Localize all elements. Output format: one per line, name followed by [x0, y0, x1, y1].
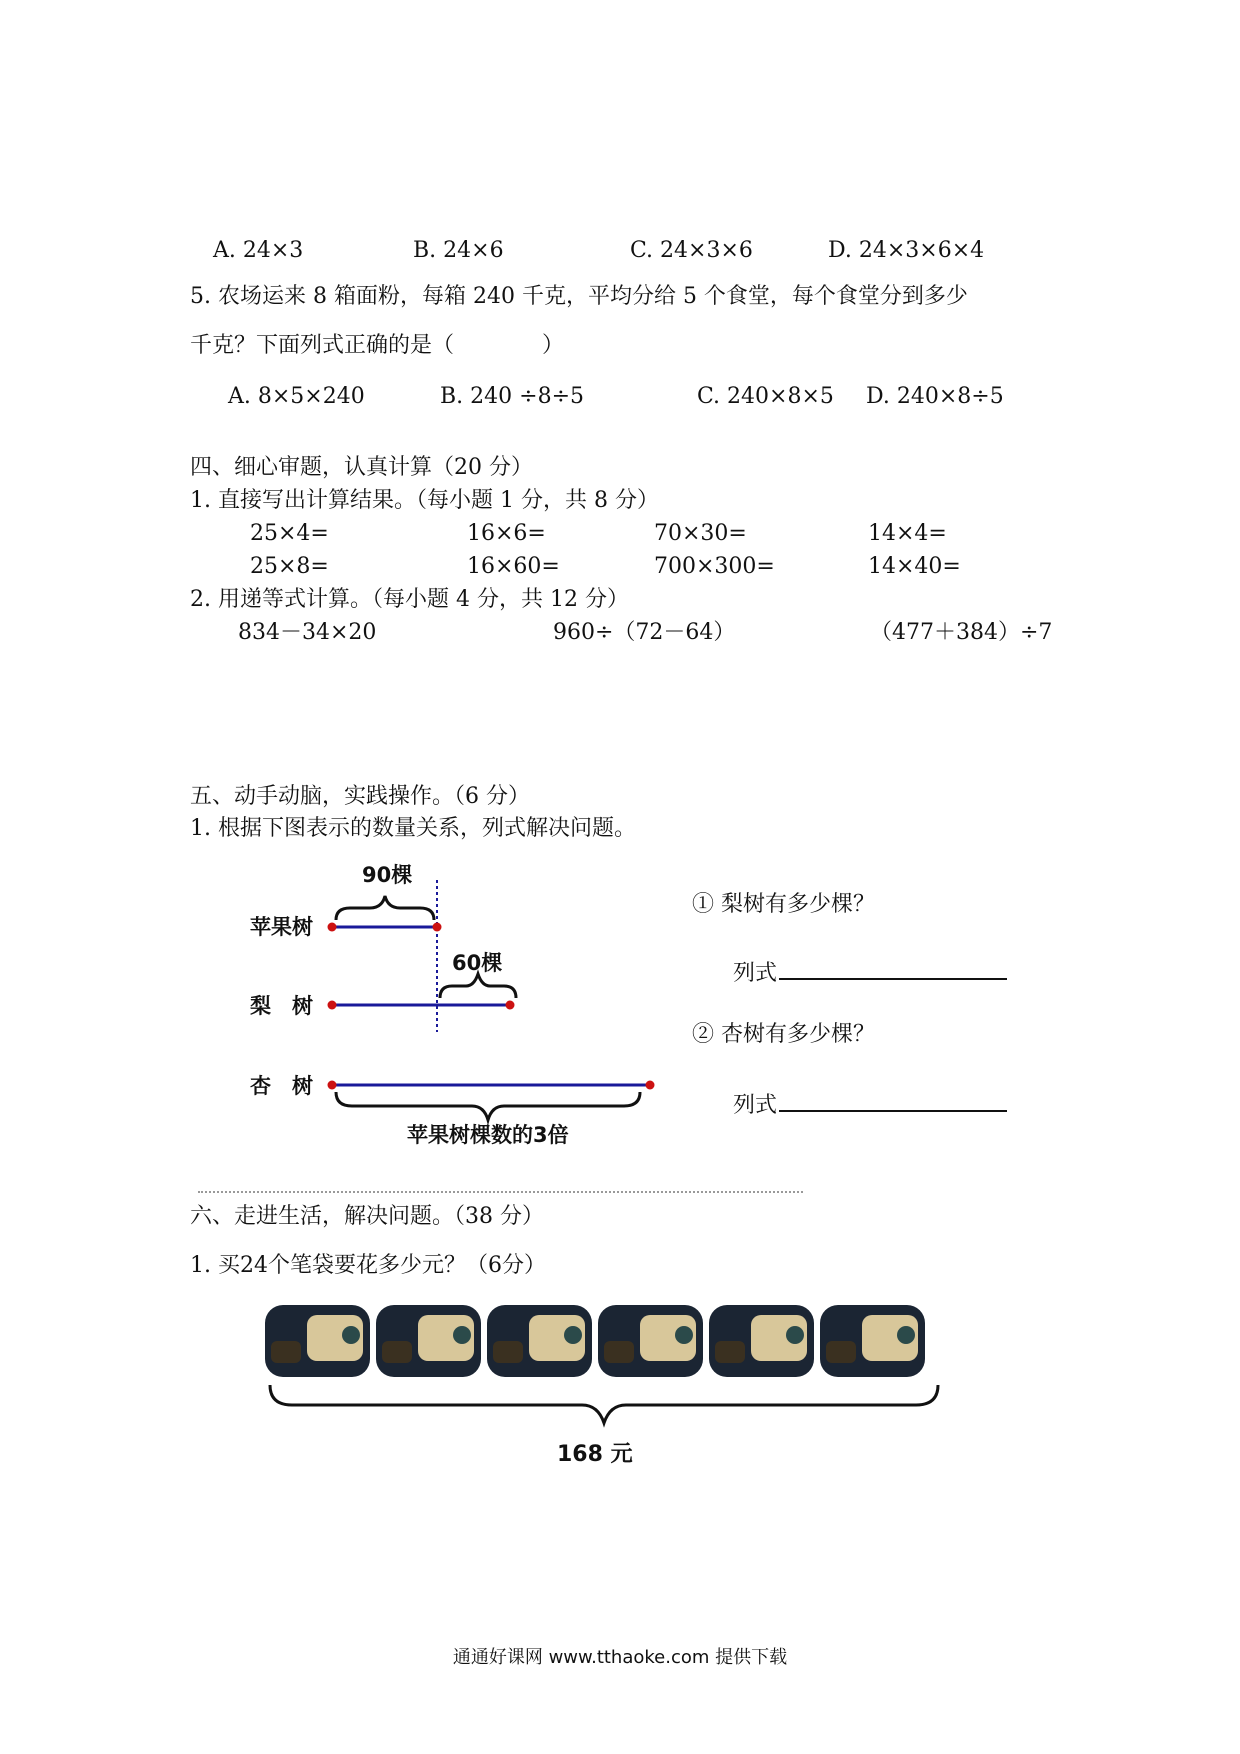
section5-title: 五、动手动脑，实践操作。（6 分） — [190, 784, 530, 809]
calc-item: 14×40= — [868, 554, 961, 579]
expression: （477＋384）÷7 — [870, 620, 1053, 645]
section4-q2-title: 2. 用递等式计算。（每小题 4 分，共 12 分） — [190, 587, 629, 612]
section5-q1-title: 1. 根据下图表示的数量关系，列式解决问题。 — [190, 816, 636, 841]
formula-label: 列式 — [733, 961, 778, 986]
label-pear-tree: 梨 树 — [250, 994, 313, 1018]
expression: 834－34×20 — [238, 620, 377, 645]
q5-option-a: A. 8×5×240 — [228, 384, 365, 409]
q4-option-b: B. 24×6 — [413, 238, 504, 263]
q4-option-c: C. 24×3×6 — [630, 238, 753, 263]
q4-option-a: A. 24×3 — [213, 238, 304, 263]
section4-title: 四、细心审题，认真计算（20 分） — [190, 455, 533, 480]
pencil-case — [376, 1305, 481, 1377]
label-60: 60棵 — [452, 951, 503, 975]
q5-option-d: D. 240×8÷5 — [866, 384, 1004, 409]
label-three-times: 苹果树棵数的3倍 — [407, 1123, 569, 1147]
calc-item: 700×300= — [654, 554, 775, 579]
section6-title: 六、走进生活，解决问题。（38 分） — [190, 1204, 544, 1229]
pencil-case — [709, 1305, 814, 1377]
pencil-case — [598, 1305, 703, 1377]
q5-option-c: C. 240×8×5 — [697, 384, 834, 409]
sub-question-2: ② 杏树有多少棵？ — [692, 1022, 875, 1047]
formula-label: 列式 — [733, 1093, 778, 1118]
calc-item: 14×4= — [868, 521, 947, 546]
calc-item: 25×4= — [250, 521, 329, 546]
expression: 960÷（72－64） — [553, 620, 736, 645]
section4-q1-title: 1. 直接写出计算结果。（每小题 1 分，共 8 分） — [190, 488, 659, 513]
label-90: 90棵 — [362, 863, 413, 887]
footer: 通通好课网 www.tthaoke.com 提供下载 — [452, 1647, 788, 1668]
pencil-case — [487, 1305, 592, 1377]
q5-option-b: B. 240 ÷8÷5 — [440, 384, 584, 409]
pencil-case — [820, 1305, 925, 1377]
calc-item: 16×6= — [467, 521, 546, 546]
section6-q1-title: 1. 买24个笔袋要花多少元？（6分） — [190, 1253, 546, 1278]
price-label: 168 元 — [557, 1442, 633, 1467]
q5-line1: 5. 农场运来 8 箱面粉，每箱 240 千克，平均分给 5 个食堂，每个食堂分到多少 — [190, 284, 968, 309]
pencil-case — [265, 1305, 370, 1377]
q5-line2: 千克？下面列式正确的是（ ） — [190, 333, 565, 358]
calc-item: 25×8= — [250, 554, 329, 579]
sub-question-1: ① 梨树有多少棵？ — [692, 892, 875, 917]
calc-item: 70×30= — [654, 521, 747, 546]
label-apricot-tree: 杏 树 — [250, 1074, 313, 1098]
calc-item: 16×60= — [467, 554, 560, 579]
q4-option-d: D. 24×3×6×4 — [828, 238, 985, 263]
label-apple-tree: 苹果树 — [250, 915, 313, 939]
